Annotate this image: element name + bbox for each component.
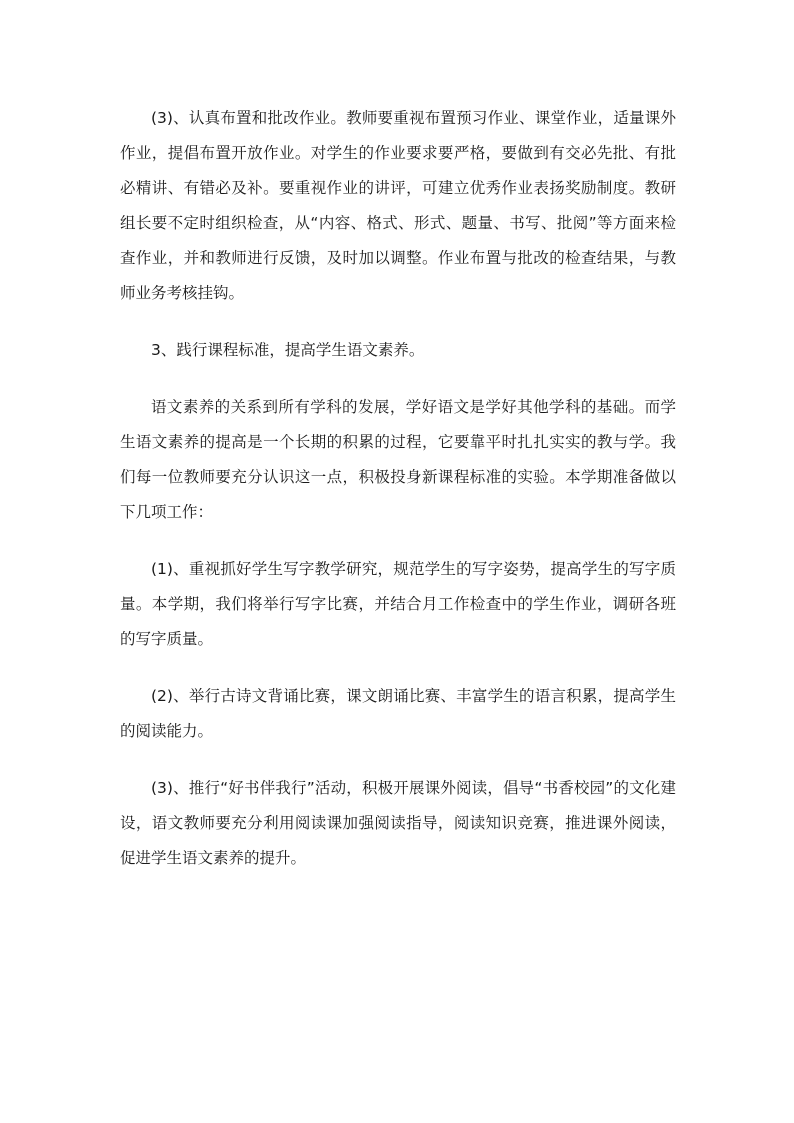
paragraph-homework: (3)、认真布置和批改作业。教师要重视布置预习作业、课堂作业，适量课外作业，提倡布置开放作业。对学生的作业要求要严格，要做到有交必先批、有批必精讲、有错必及补。要重视作业的讲评，可建立优秀作业表扬奖励制度。教研组长要不定时组织检查，从“内容、格式、形式、题量、书写、批阅”等方面来检查作业，并和教师进行反馈，及时加以调整。作业布置与批改的检查结果，与教师业务考核挂钩。 <box>120 109 676 302</box>
paragraph-writing: (1)、重视抓好学生写字教学研究，规范学生的写字姿势，提高学生的写字质量。本学期，我们将举行写字比赛，并结合月工作检查中的学生作业，调研各班的写字质量。 <box>120 560 676 648</box>
section-heading-curriculum: 3、践行课程标准，提高学生语文素养。 <box>151 341 425 359</box>
document-body <box>120 101 676 898</box>
paragraph-reading: (3)、推行“好书伴我行”活动，积极开展课外阅读，倡导“书香校园”的文化建设，语文教师要充分利用阅读课加强阅读指导，阅读知识竞赛，推进课外阅读，促进学生语文素养的提升。 <box>120 779 676 867</box>
paragraph-recitation: (2)、举行古诗文背诵比赛，课文朗诵比赛、丰富学生的语言积累，提高学生的阅读能力。 <box>120 687 676 740</box>
paragraph-literacy: 语文素养的关系到所有学科的发展，学好语文是学好其他学科的基础。而学生语文素养的提高是一个长期的积累的过程，它要靠平时扎扎实实的教与学。我们每一位教师要充分认识这一点，积极投身新课程标准的实验。本学期准备做以下几项工作： <box>120 398 676 521</box>
